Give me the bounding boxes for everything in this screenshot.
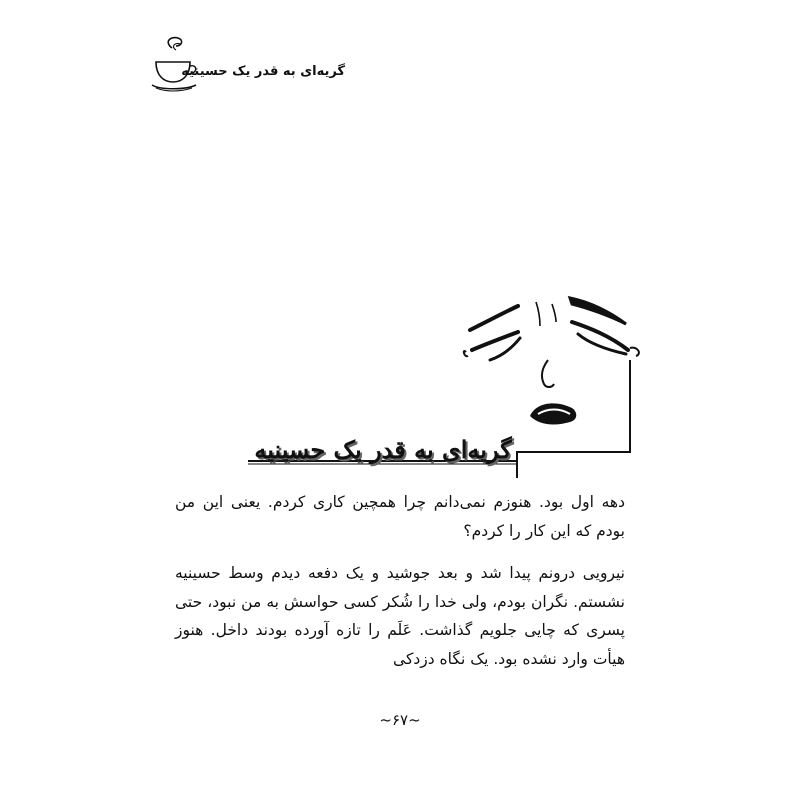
paragraph-2: نیرویی درونم پیدا شد و بعد جوشید و یک دفعه دیدم وسط حسینیه نشستم. نگران بودم، ولی خدا را شُکر کسی حواسش به من نبود، حتی پسری که چایی جلویم گذاشت. عَلَم را تازه آورده بودند داخل. هنوز هیأت وارد نشده بود. یک نگاه دزدکی (175, 564, 625, 668)
page-number: ~۶۷~ (379, 711, 421, 729)
body-text (175, 488, 625, 673)
running-header (150, 30, 350, 100)
chapter-title: گریه‌ای به قدر یک حسینیه (254, 435, 512, 464)
header-title: گریه‌ای به قدر یک حسینیه (181, 64, 345, 79)
paragraph-1: دهه اول بود. هنوزم نمی‌دانم چرا همچین کاری کردم. یعنی این من بودم که این کار را کردم؟ (175, 493, 625, 540)
